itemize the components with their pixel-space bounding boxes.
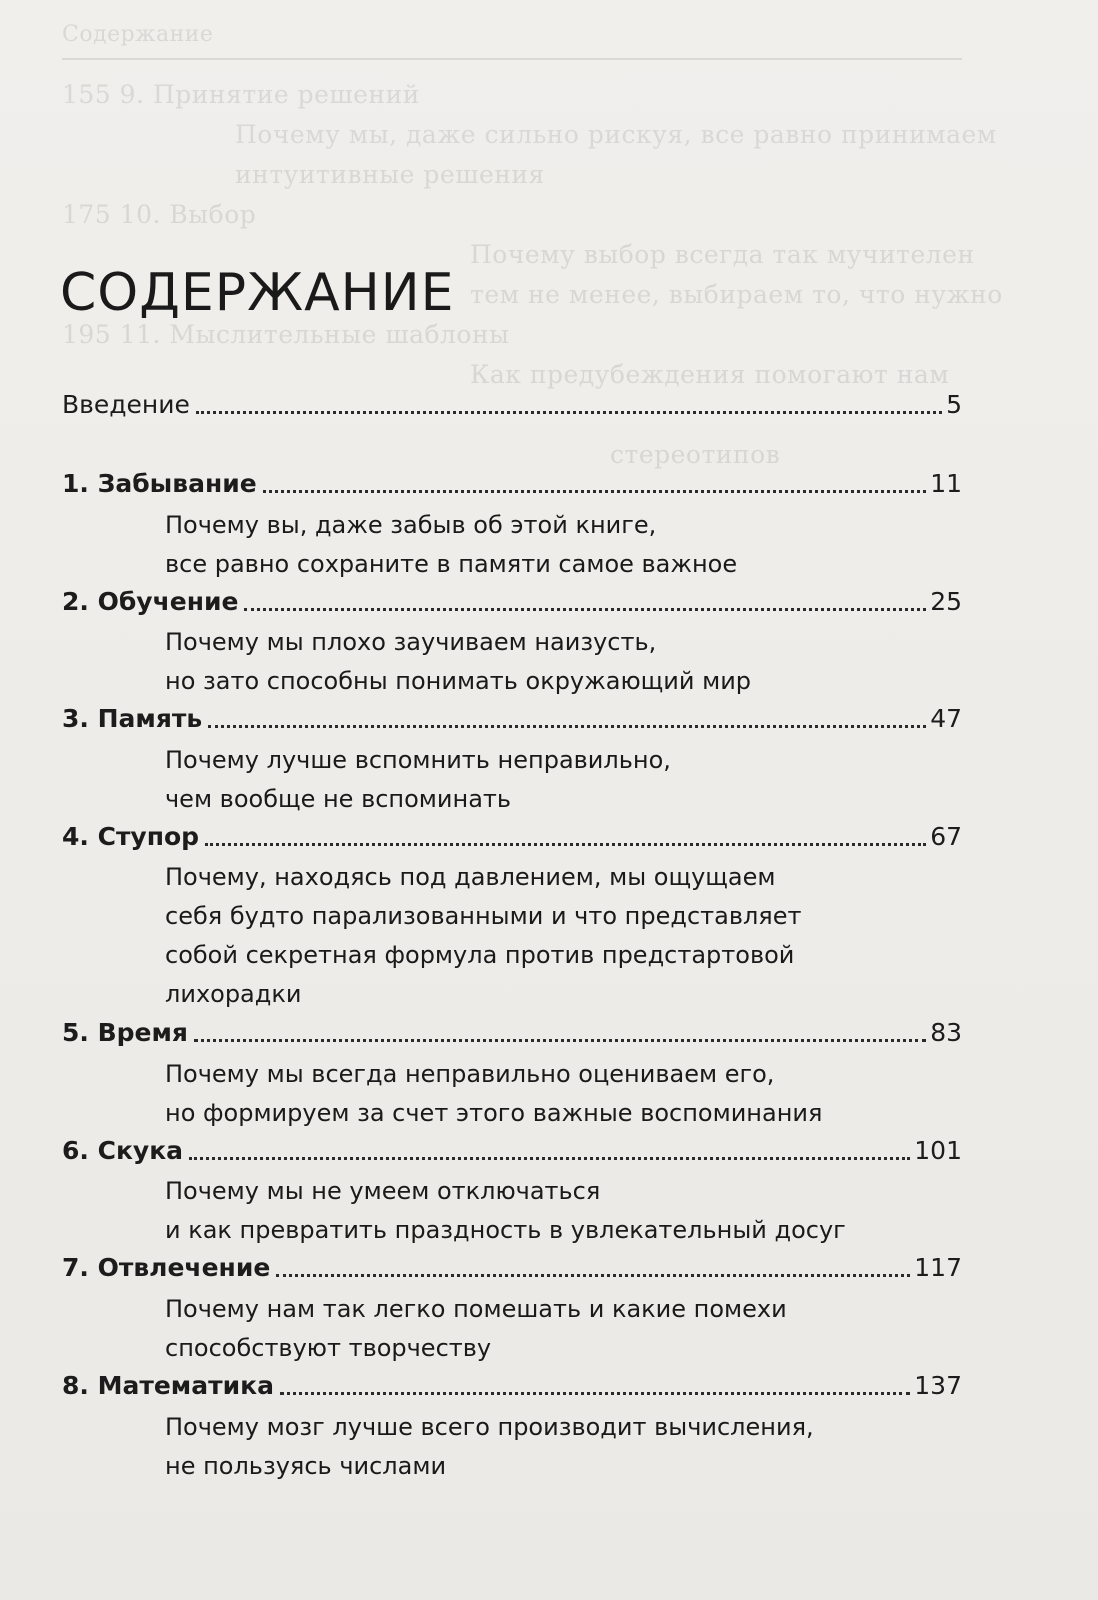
description-line: собой секретная формула против предстартовой [165, 941, 795, 969]
toc-entry-label: 8. Математика [62, 1371, 274, 1400]
toc-entry-description [165, 1055, 925, 1133]
toc-entry-chapter-5 [62, 1016, 962, 1050]
toc-page-number: 83 [930, 1018, 962, 1047]
toc-entry-label: 7. Отвлечение [62, 1253, 271, 1282]
toc-entry-description [165, 1290, 925, 1368]
bleed-through-line: Как предубеждения помогают нам [470, 360, 950, 389]
bleed-through-line: интуитивные решения [235, 160, 545, 189]
description-line: не пользуясь числами [165, 1452, 447, 1480]
description-line: Почему мозг лучше всего производит вычисления, [165, 1413, 814, 1441]
dot-leader [280, 1392, 910, 1395]
dot-leader [194, 1039, 926, 1042]
toc-entry-chapter-4 [62, 820, 962, 854]
dot-leader [263, 490, 926, 493]
toc-entry-chapter-2 [62, 585, 962, 619]
description-line: Почему мы всегда неправильно оцениваем его, [165, 1060, 775, 1088]
description-line: Почему лучше вспомнить неправильно, [165, 746, 671, 774]
toc-page-number: 25 [930, 587, 962, 616]
description-line: но зато способны понимать окружающий мир [165, 667, 752, 695]
dot-leader [189, 1157, 910, 1160]
description-line: Почему мы не умеем отключаться [165, 1177, 601, 1205]
toc-entry-chapter-7 [62, 1251, 962, 1285]
toc-entry-label: 5. Время [62, 1018, 188, 1047]
toc-entry-chapter-8 [62, 1369, 962, 1403]
bleed-through-line: Содержание [62, 22, 214, 47]
description-line: и как превратить праздность в увлекательный досуг [165, 1216, 846, 1244]
bleed-through-line: Почему мы, даже сильно рискуя, все равно принимаем [235, 120, 997, 149]
toc-entry-label: 3. Память [62, 704, 203, 733]
dot-leader [208, 725, 926, 728]
description-line: Почему мы плохо заучиваем наизусть, [165, 628, 657, 656]
bleed-through-line: тем не менее, выбираем то, что нужно [470, 280, 1003, 309]
toc-page-number: 5 [946, 390, 962, 419]
page-title: СОДЕРЖАНИЕ [60, 262, 455, 323]
toc-page-number: 47 [930, 704, 962, 733]
bleed-through-line: Почему выбор всегда так мучителен [470, 240, 975, 269]
toc-page-number: 101 [914, 1136, 962, 1165]
toc-entry-label: 1. Забывание [62, 469, 257, 498]
bleed-through-line: 155 9. Принятие решений [62, 80, 420, 109]
toc-entry-label: 2. Обучение [62, 587, 239, 616]
description-line: но формируем за счет этого важные воспоминания [165, 1099, 823, 1127]
toc-entry-chapter-3 [62, 702, 962, 736]
toc-entry-label: Введение [62, 390, 190, 419]
toc-entry-introduction [62, 388, 962, 422]
description-line: способствуют творчеству [165, 1334, 492, 1362]
description-line: Почему, находясь под давлением, мы ощущаем [165, 863, 776, 891]
toc-entry-description [165, 1172, 925, 1250]
description-line: все равно сохраните в памяти самое важное [165, 550, 738, 578]
toc-entry-label: 4. Ступор [62, 822, 200, 851]
bleed-through-rule [62, 58, 962, 60]
toc-entry-description [165, 623, 925, 701]
bleed-through-line: стереотипов [610, 440, 781, 469]
dot-leader [244, 608, 926, 611]
toc-entry-description [165, 1408, 925, 1486]
description-line: чем вообще не вспоминать [165, 785, 512, 813]
toc-entry-chapter-6 [62, 1134, 962, 1168]
bleed-through-line: 195 11. Мыслительные шаблоны [62, 320, 510, 349]
description-line: себя будто парализованными и что представляет [165, 902, 802, 930]
toc-entry-description [165, 506, 925, 584]
toc-entry-label: 6. Скука [62, 1136, 184, 1165]
toc-page-number: 137 [914, 1371, 962, 1400]
bleed-through-line: 175 10. Выбор [62, 200, 257, 229]
toc-page-number: 67 [930, 822, 962, 851]
description-line: лихорадки [165, 980, 302, 1008]
toc-page-number: 117 [914, 1253, 962, 1282]
toc-entry-description [165, 741, 925, 819]
dot-leader [276, 1274, 910, 1277]
dot-leader [196, 411, 942, 414]
toc-entry-chapter-1 [62, 467, 962, 501]
description-line: Почему нам так легко помешать и какие помехи [165, 1295, 787, 1323]
description-line: Почему вы, даже забыв об этой книге, [165, 511, 657, 539]
toc-entry-description [165, 858, 925, 1014]
toc-page-number: 11 [930, 469, 962, 498]
dot-leader [205, 843, 926, 846]
